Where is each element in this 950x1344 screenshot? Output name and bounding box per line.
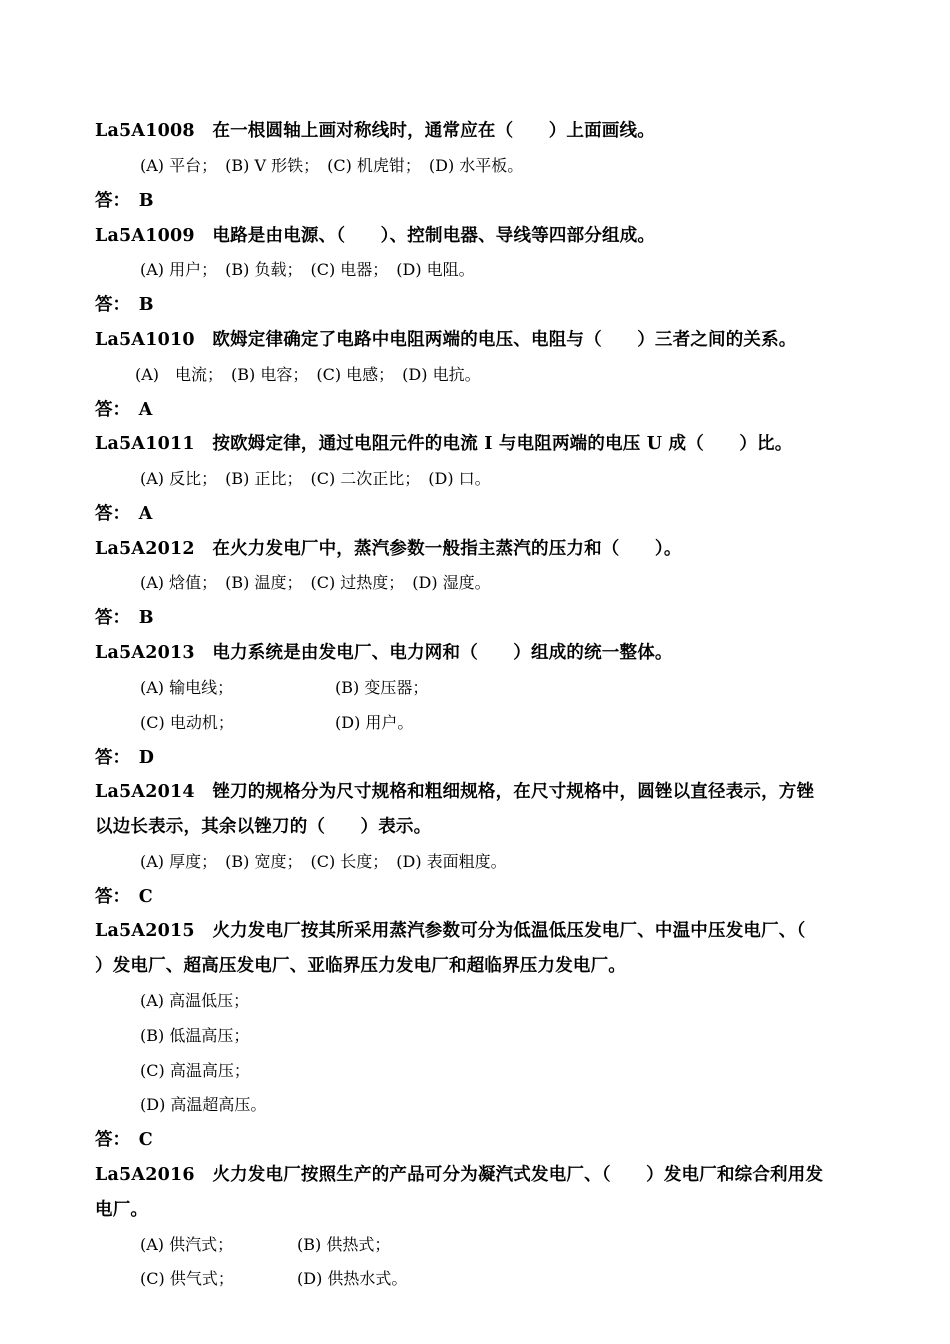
question-options: (A) 焓值； (B) 温度； (C) 过热度； (D) 湿度。: [140, 573, 491, 592]
question-option: (B) 低温高压；: [140, 1026, 250, 1045]
question-option: (C) 高温高压；: [140, 1061, 250, 1080]
question-options: (A) 用户； (B) 负载； (C) 电器； (D) 电阻。: [140, 260, 475, 279]
question-answer: 答： B: [95, 295, 154, 315]
question-answer: 答： A: [95, 504, 153, 524]
question-option: (C) 电动机；: [140, 713, 234, 732]
question-options: (A) 反比； (B) 正比； (C) 二次正比； (D) 口。: [140, 469, 491, 488]
question-answer: 答： C: [95, 887, 153, 907]
question-stem: ）发电厂、超高压发电厂、亚临界压力发电厂和超临界压力发电厂。: [95, 956, 626, 976]
question-option: (D) 供热水式。: [297, 1269, 408, 1288]
question-options: (A) 电流； (B) 电容； (C) 电感； (D) 电抗。: [135, 365, 481, 384]
question-option: (B) 供热式；: [297, 1235, 391, 1254]
question-answer: 答： B: [95, 608, 154, 628]
question-answer: 答： C: [95, 1130, 153, 1150]
question-answer: 答： D: [95, 748, 154, 768]
question-answer: 答： B: [95, 191, 154, 211]
question-option: (D) 用户。: [335, 713, 414, 732]
question-stem: La5A1011 按欧姆定律，通过电阻元件的电流 I 与电阻两端的电压 U 成（ ）比。: [95, 434, 793, 454]
question-option: (B) 变压器；: [335, 678, 429, 697]
question-options: (A) 厚度； (B) 宽度； (C) 长度； (D) 表面粗度。: [140, 852, 507, 871]
question-stem: 以边长表示，其余以锉刀的（ ）表示。: [95, 817, 432, 837]
question-stem: La5A2014 锉刀的规格分为尺寸规格和粗细规格，在尺寸规格中，圆锉以直径表示，方锉: [95, 782, 815, 802]
question-options: (A) 平台； (B) V 形铁； (C) 机虎钳； (D) 水平板。: [140, 156, 524, 175]
question-stem: La5A1008 在一根圆轴上画对称线时，通常应在（ ）上面画线。: [95, 121, 655, 141]
question-stem: La5A1010 欧姆定律确定了电路中电阻两端的电压、电阻与（ ）三者之间的关系。: [95, 330, 797, 350]
question-option: (A) 高温低压；: [140, 991, 250, 1010]
question-option: (A) 输电线；: [140, 678, 234, 697]
question-stem: La5A2016 火力发电厂按照生产的产品可分为凝汽式发电厂、（ ）发电厂和综合利用发: [95, 1165, 824, 1185]
question-option: (C) 供气式；: [140, 1269, 234, 1288]
question-stem: La5A2013 电力系统是由发电厂、电力网和（ ）组成的统一整体。: [95, 643, 673, 663]
question-stem: La5A2015 火力发电厂按其所采用蒸汽参数可分为低温低压发电厂、中温中压发电厂、（: [95, 921, 806, 941]
question-stem: La5A2012 在火力发电厂中，蒸汽参数一般指主蒸汽的压力和（ ）。: [95, 539, 682, 559]
question-stem: La5A1009 电路是由电源、（ ）、控制电器、导线等四部分组成。: [95, 226, 656, 246]
question-option: (A) 供汽式；: [140, 1235, 234, 1254]
question-answer: 答： A: [95, 400, 153, 420]
question-option: (D) 高温超高压。: [140, 1095, 267, 1114]
question-stem: 电厂。: [95, 1200, 149, 1220]
